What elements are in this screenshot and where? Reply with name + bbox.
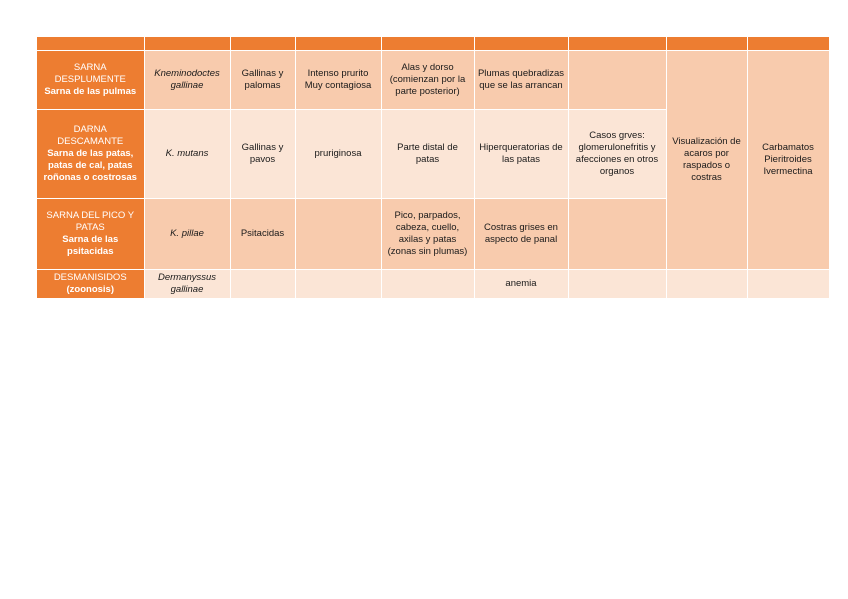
header-cell: [381, 37, 474, 51]
diagnosis-cell-empty: [666, 270, 747, 299]
header-cell: [37, 37, 144, 51]
lesions-cell: Plumas quebradizas que se las arrancan: [474, 51, 568, 110]
header-cell: [666, 37, 747, 51]
header-cell: [230, 37, 295, 51]
header-cell: [568, 37, 666, 51]
treatment-cell-empty: [747, 270, 829, 299]
table-row-sarna-desplumente: [37, 51, 829, 110]
lesions-cell: Hiperqueratorias de las patas: [474, 110, 568, 199]
lesions-cell: Costras grises en aspecto de panal: [474, 199, 568, 270]
lesions-cell: anemia: [474, 270, 568, 299]
header-cell: [747, 37, 829, 51]
complications-cell: Casos grves: glomerulonefritis y afecciones en otros organos: [568, 110, 666, 199]
hosts-cell: Psitacidas: [230, 199, 295, 270]
row-subname: Sarna de las pulmas: [44, 85, 137, 97]
hosts-cell: Gallinas y pavos: [230, 110, 295, 199]
complications-cell: [568, 270, 666, 299]
row-name: SARNA DESPLUMENTE: [54, 62, 126, 86]
row-subname: (zoonosis): [66, 284, 114, 295]
mange-table: [37, 37, 830, 299]
diagnosis-cell: Visualización de acaros por raspados o costras: [666, 51, 747, 270]
header-cell: [144, 37, 230, 51]
treatment-cell: Carbamatos Pieritroides Ivermectina: [747, 51, 829, 270]
header-cell: [295, 37, 381, 51]
signs-cell: [295, 270, 381, 299]
mange-table-sheet: [37, 37, 830, 299]
location-cell: [381, 270, 474, 299]
row-name-cell: [37, 51, 144, 110]
agent-cell: K. pillae: [144, 199, 230, 270]
row-name-cell: [37, 110, 144, 199]
row-name: DARNA DESCAMANTE: [57, 124, 124, 148]
agent-cell: K. mutans: [144, 110, 230, 199]
complications-cell: [568, 199, 666, 270]
row-name: SARNA DEL PICO Y PATAS: [46, 210, 135, 234]
header-band-row: [37, 37, 829, 51]
hosts-cell: Gallinas y palomas: [230, 51, 295, 110]
row-name-cell: [37, 199, 144, 270]
row-subname: Sarna de las psitacidas: [62, 234, 119, 257]
location-cell: Pico, parpados, cabeza, cuello, axilas y patas (zonas sin plumas): [381, 199, 474, 270]
hosts-cell: [230, 270, 295, 299]
location-cell: Alas y dorso (comienzan por la parte posterior): [381, 51, 474, 110]
signs-cell: Intenso prurito Muy contagiosa: [295, 51, 381, 110]
agent-cell: Dermanyssus gallinae: [144, 270, 230, 299]
table-row-desmanisidos: [37, 270, 829, 299]
row-name: DESMANISIDOS: [53, 272, 127, 284]
header-cell: [474, 37, 568, 51]
signs-cell: pruriginosa: [295, 110, 381, 199]
complications-cell: [568, 51, 666, 110]
row-subname: Sarna de las patas, patas de cal, patas roñonas o costrosas: [43, 148, 137, 183]
row-name-cell: [37, 270, 144, 299]
agent-cell: Kneminodoctes gallinae: [144, 51, 230, 110]
location-cell: Parte distal de patas: [381, 110, 474, 199]
signs-cell: [295, 199, 381, 270]
